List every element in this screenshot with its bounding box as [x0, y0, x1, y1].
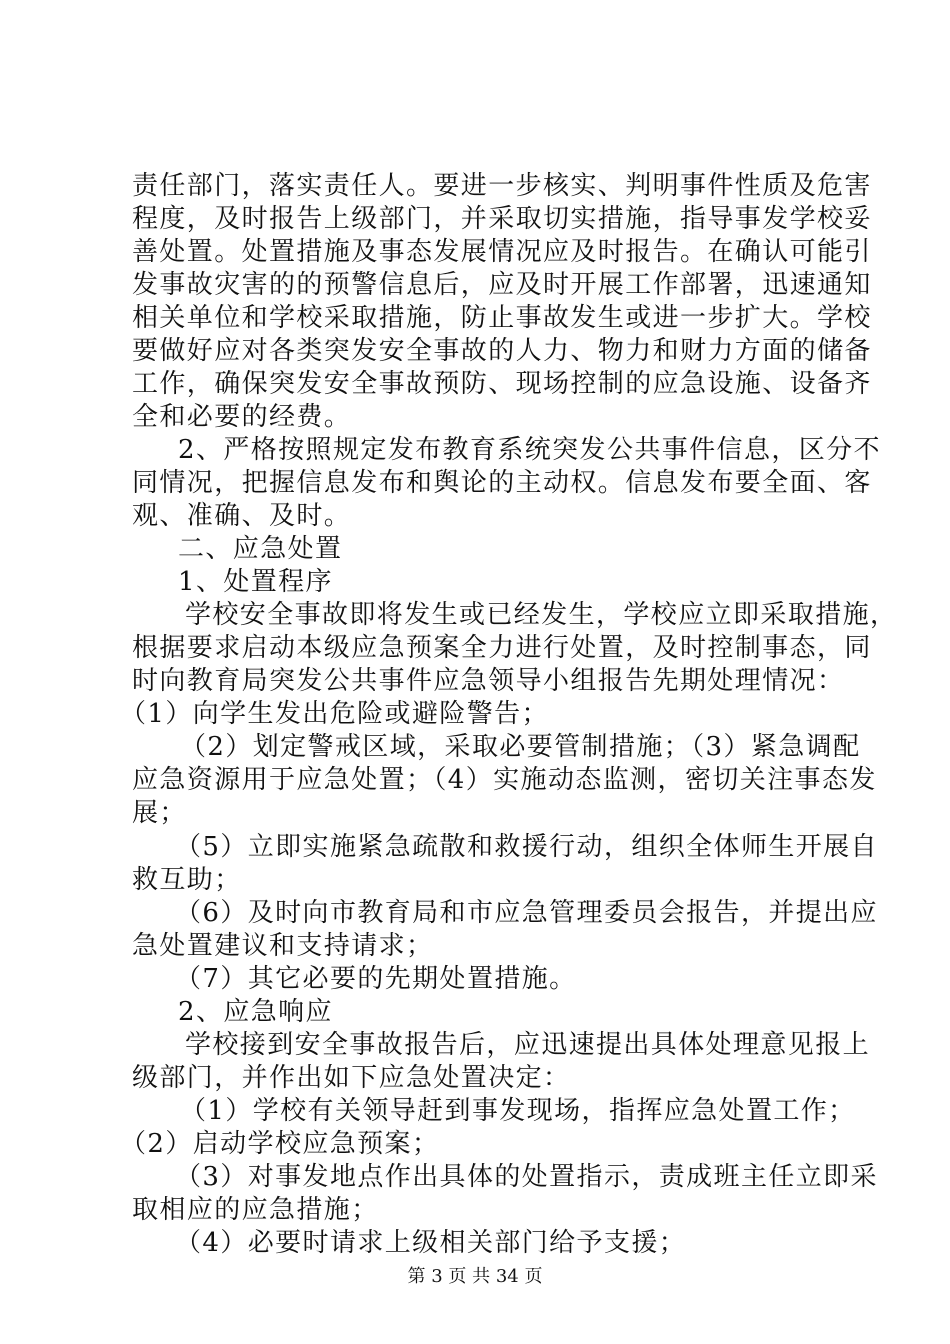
- body-line-27: 学校接到安全事故报告后，应迅速提出具体处理意见报上: [185, 1030, 871, 1060]
- subsection-heading-2: 2、应急响应: [178, 997, 333, 1027]
- body-line-1: 责任部门，落实责任人。要进一步核实、判明事件性质及危害: [132, 171, 872, 201]
- body-line-4: 发事故灾害的的预警信息后，应及时开展工作部署，迅速通知: [132, 270, 872, 300]
- page-number-footer: 第 3 页 共 34 页: [407, 1266, 543, 1287]
- body-line-25: （7）其它必要的先期处置措施。: [175, 964, 577, 994]
- body-line-31: （3）对事发地点作出具体的处置指示，责成班主任立即采: [175, 1162, 878, 1192]
- body-line-11: 观、准确、及时。: [132, 501, 352, 531]
- subsection-heading-1: 1、处置程序: [178, 567, 333, 597]
- body-line-20: 展；: [132, 798, 187, 828]
- body-line-15: 根据要求启动本级应急预案全力进行处置，及时控制事态，同: [132, 633, 872, 663]
- body-line-22: 救互助；: [132, 865, 242, 895]
- body-line-23: （6）及时向市教育局和市应急管理委员会报告，并提出应: [175, 898, 878, 928]
- body-line-10: 同情况，把握信息发布和舆论的主动权。信息发布要全面、客: [132, 468, 872, 498]
- body-line-14: 学校安全事故即将发生或已经发生，学校应立即采取措施，: [185, 600, 898, 630]
- body-line-30: （2）启动学校应急预案；: [120, 1129, 440, 1159]
- body-line-16: 时向教育局突发公共事件应急领导小组报告先期处理情况：: [132, 666, 845, 696]
- body-line-32: 取相应的应急措施；: [132, 1195, 379, 1225]
- body-line-2: 程度，及时报告上级部门，并采取切实措施，指导事发学校妥: [132, 204, 872, 234]
- body-line-19: 应急资源用于应急处置；（4）实施动态监测，密切关注事态发: [132, 765, 877, 795]
- body-line-24: 急处置建议和支持请求；: [132, 931, 434, 961]
- body-line-3: 善处置。处置措施及事态发展情况应及时报告。在确认可能引: [132, 237, 872, 267]
- body-line-9: 2、严格按照规定发布教育系统突发公共事件信息，区分不: [178, 435, 881, 465]
- body-line-6: 要做好应对各类突发安全事故的人力、物力和财力方面的储备: [132, 336, 872, 366]
- body-line-21: （5）立即实施紧急疏散和救援行动，组织全体师生开展自: [175, 832, 878, 862]
- body-line-29: （1）学校有关领导赶到事发现场，指挥应急处置工作；: [180, 1096, 856, 1126]
- body-line-18: （2）划定警戒区域，采取必要管制措施；（3）紧急调配: [180, 732, 861, 762]
- body-line-7: 工作，确保突发安全事故预防、现场控制的应急设施、设备齐: [132, 369, 872, 399]
- body-line-8: 全和必要的经费。: [132, 402, 352, 432]
- section-heading: 二、应急处置: [178, 534, 343, 564]
- body-line-5: 相关单位和学校采取措施，防止事故发生或进一步扩大。学校: [132, 303, 872, 333]
- body-line-17: （1）向学生发出危险或避险警告；: [120, 699, 549, 729]
- body-line-33: （4）必要时请求上级相关部门给予支援；: [175, 1228, 687, 1258]
- body-line-28: 级部门，并作出如下应急处置决定：: [132, 1063, 571, 1093]
